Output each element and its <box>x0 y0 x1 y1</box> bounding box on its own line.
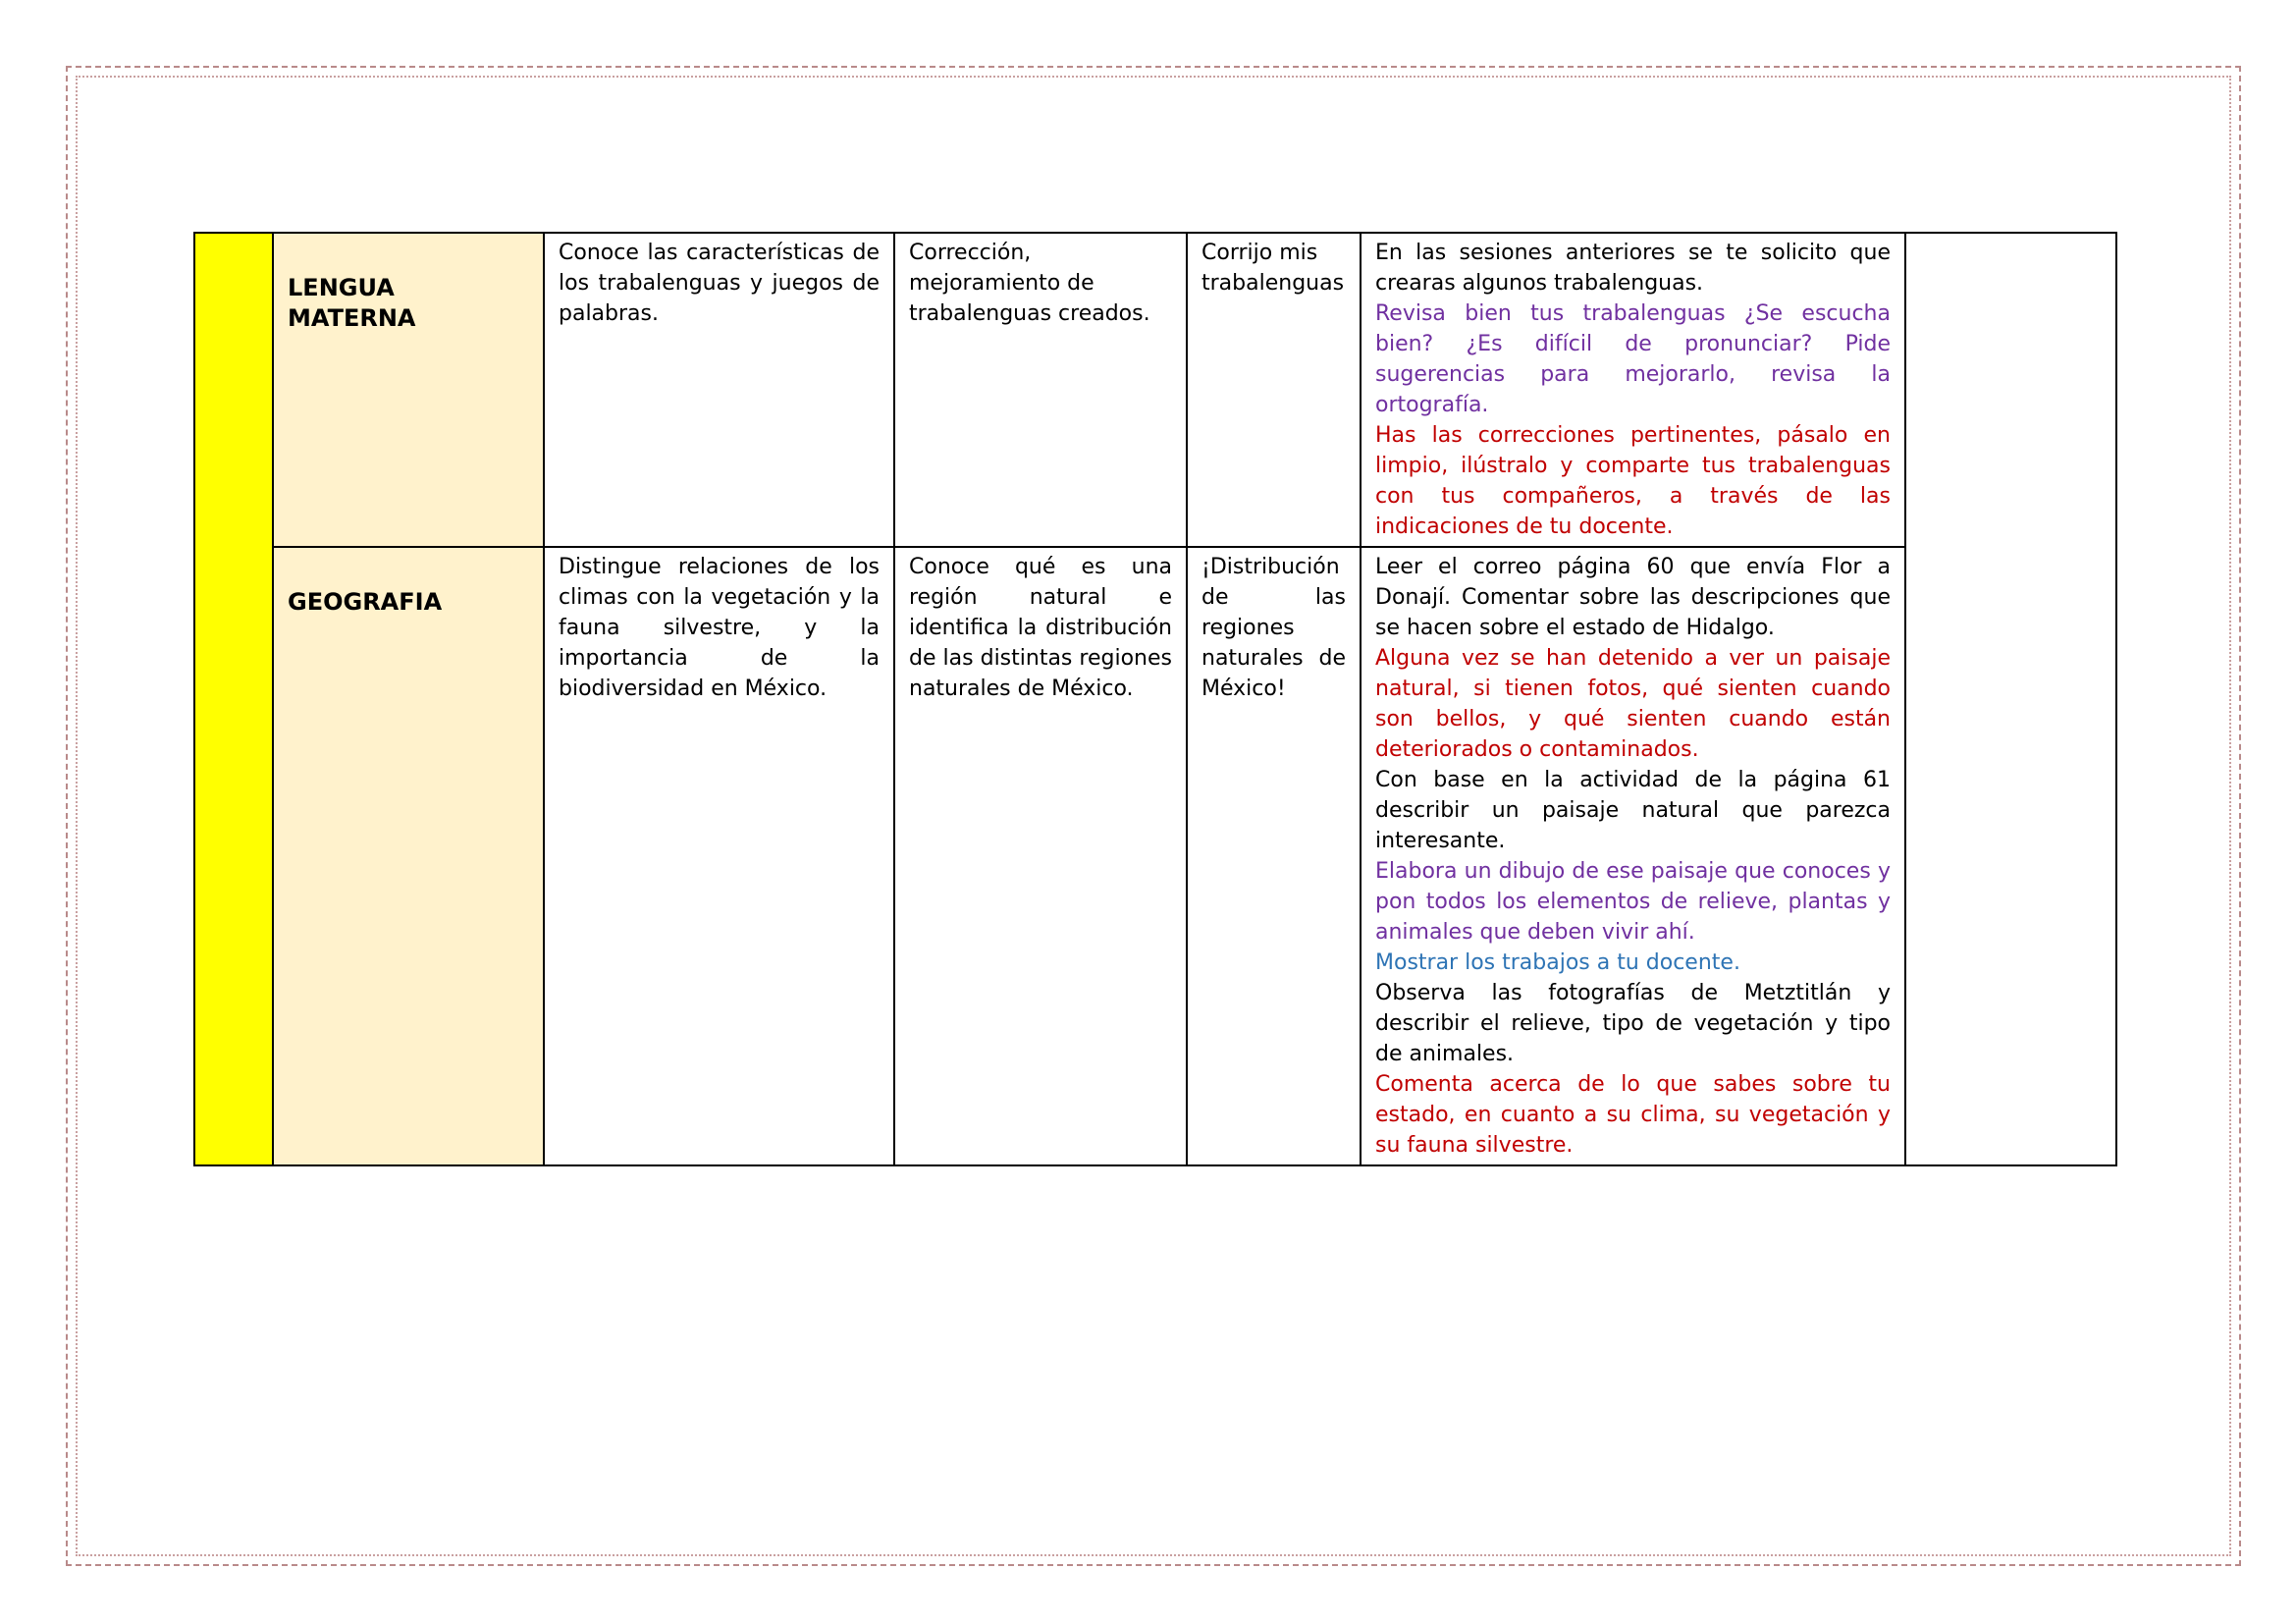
subject-label: GEOGRAFIA <box>288 588 443 616</box>
table-row <box>194 233 2116 547</box>
activity-paragraph: Has las correcciones pertinentes, pásalo en limpio, ilústralo y comparte tus trabalenguas con tus compañeros, a través de las indicaciones de tu docente. <box>1375 423 1891 539</box>
subject-cell <box>273 547 544 1165</box>
activity-paragraph: En las sesiones anteriores se te solicito que crearas algunos trabalenguas. <box>1375 241 1891 296</box>
contenido-cell: Corrección, mejoramiento de trabalenguas creados. <box>894 233 1187 547</box>
activity-paragraph: Mostrar los trabajos a tu docente. <box>1375 950 1740 975</box>
activity-paragraph: Revisa bien tus trabalenguas ¿Se escucha bien? ¿Es difícil de pronunciar? Pide sugerencias para mejorarlo, revisa la ortografía. <box>1375 301 1891 417</box>
yellow-stripe <box>194 233 273 1165</box>
activity-paragraph: Leer el correo página 60 que envía Flor a Donají. Comentar sobre las descripciones que se hacen sobre el estado de Hidalgo. <box>1375 555 1891 640</box>
activity-paragraph: Comenta acerca de lo que sabes sobre tu estado, en cuanto a su clima, su vegetación y su fauna silvestre. <box>1375 1072 1891 1158</box>
activity-paragraph: Elabora un dibujo de ese paisaje que conoces y pon todos los elementos de relieve, plantas y animales que deben vivir ahí. <box>1375 859 1891 945</box>
contenido-cell: Conoce qué es una región natural e identifica la distribución de las distintas regiones naturales de México. <box>894 547 1187 1165</box>
tema-cell: ¡Distribución de las regiones naturales de México! <box>1187 547 1361 1165</box>
activity-paragraph: Con base en la actividad de la página 61 describir un paisaje natural que parezca interesante. <box>1375 768 1891 853</box>
aprendizaje-cell: Conoce las características de los trabalenguas y juegos de palabras. <box>544 233 894 547</box>
actividades-cell <box>1361 547 1905 1165</box>
extra-cell <box>1905 233 2116 1165</box>
actividades-cell <box>1361 233 1905 547</box>
activity-paragraph: Alguna vez se han detenido a ver un paisaje natural, si tienen fotos, qué sienten cuando son bellos, y qué sienten cuando están deteriorados o contaminados. <box>1375 646 1891 762</box>
subject-cell <box>273 233 544 547</box>
subject-label: LENGUA MATERNA <box>288 274 416 332</box>
tema-cell: Corrijo mis trabalenguas <box>1187 233 1361 547</box>
aprendizaje-cell: Distingue relaciones de los climas con la vegetación y la fauna silvestre, y la importancia de la biodiversidad en México. <box>544 547 894 1165</box>
activity-paragraph: Observa las fotografías de Metztitlán y describir el relieve, tipo de vegetación y tipo de animales. <box>1375 981 1891 1066</box>
planning-table <box>193 232 2117 1166</box>
table-row <box>194 547 2116 1165</box>
